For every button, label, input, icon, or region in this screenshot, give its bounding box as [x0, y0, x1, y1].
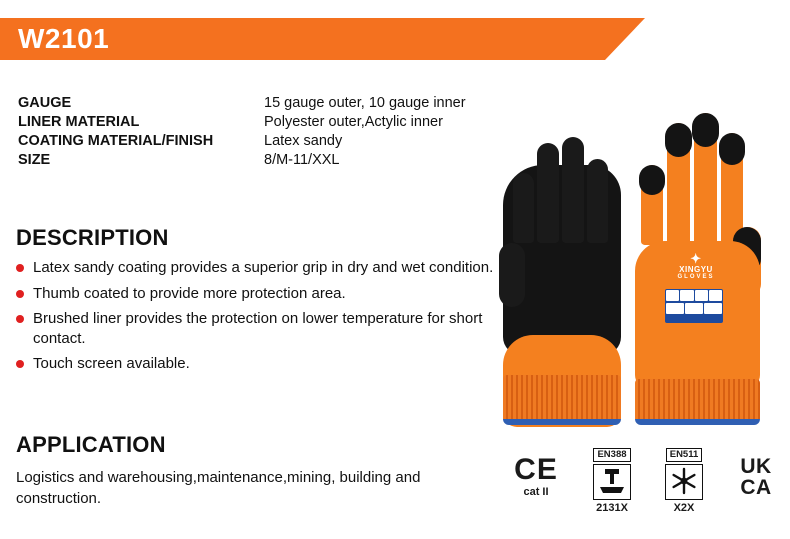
bullet-dot-icon	[16, 360, 24, 368]
label-cell	[666, 303, 684, 314]
glove-finger	[587, 159, 608, 243]
list-item	[16, 354, 511, 374]
anvil-hammer-icon	[595, 465, 629, 497]
en511-code: X2X	[673, 502, 695, 514]
glove-thumb	[499, 243, 525, 307]
label-row	[665, 289, 723, 302]
glove-finger	[513, 173, 534, 243]
header-wedge-shape	[605, 18, 645, 60]
glove-finger	[562, 137, 584, 243]
table-row	[18, 94, 498, 113]
brand-name: XINGYU	[679, 265, 713, 274]
page-header	[0, 18, 645, 60]
glove-fingertip-coating	[692, 113, 719, 147]
glove-fingertip-coating	[639, 165, 665, 195]
en511-block	[653, 444, 715, 514]
spec-label-liner-material: LINER MATERIAL	[18, 114, 140, 130]
label-cell	[704, 303, 722, 314]
star-icon: ✦	[690, 251, 702, 266]
list-item-text: Touch screen available.	[33, 355, 190, 372]
spec-value-liner-material: Polyester outer,Actylic inner	[264, 114, 443, 130]
label-cell	[680, 290, 693, 301]
list-item-text: Thumb coated to provide more protection area.	[33, 284, 346, 302]
label-row	[665, 302, 723, 315]
glove-cuff	[635, 379, 760, 425]
spec-label-size: SIZE	[18, 152, 51, 168]
list-item-text: Latex sandy coating provides a superior grip in dry and wet condition.	[33, 259, 494, 276]
ukca-line-1: UK	[740, 455, 772, 478]
list-item	[16, 309, 511, 348]
bullet-dot-icon	[16, 290, 24, 298]
table-row	[18, 132, 498, 151]
ukca-mark-block	[727, 456, 785, 498]
snowflake-icon	[667, 465, 701, 497]
description-bullet-list	[16, 258, 511, 380]
table-row	[18, 113, 498, 132]
certification-strip	[505, 440, 785, 514]
list-item	[16, 284, 511, 304]
glove-fingertip-coating	[665, 123, 692, 157]
bullet-dot-icon	[16, 264, 24, 272]
glove-finger	[537, 143, 559, 243]
glove-cuff	[503, 375, 621, 425]
ukca-line-2: CA	[740, 476, 772, 499]
en388-code: 2131X	[596, 502, 628, 514]
spec-value-coating-material: Latex sandy	[264, 133, 343, 149]
ce-mark: CE	[514, 453, 558, 486]
glove-front-view	[635, 107, 760, 425]
spec-label-coating-material: COATING MATERIAL/FINISH	[18, 133, 214, 149]
list-item	[16, 258, 511, 278]
list-item-text: Brushed liner provides the protection on lower temperature for short contact.	[33, 310, 483, 347]
brand-subtitle: GLOVES	[677, 274, 715, 280]
label-cell	[709, 290, 722, 301]
ce-mark-block	[505, 454, 567, 499]
spec-table	[18, 94, 498, 170]
product-image	[495, 105, 790, 425]
ce-category: cat II	[523, 486, 549, 498]
label-cell	[666, 290, 679, 301]
label-cell	[695, 290, 708, 301]
application-heading: APPLICATION	[16, 432, 166, 457]
page-title: W2101	[18, 23, 110, 54]
bullet-dot-icon	[16, 315, 24, 323]
spec-value-gauge: 15 gauge outer, 10 gauge inner	[264, 95, 466, 111]
glove-fingertip-coating	[719, 133, 745, 165]
glove-label-patch	[665, 289, 723, 323]
en511-pictogram-icon	[665, 464, 703, 500]
description-heading: DESCRIPTION	[16, 225, 169, 250]
brand-logo	[663, 253, 729, 280]
spec-value-size: 8/M-11/XXL	[264, 152, 340, 168]
application-text: Logistics and warehousing,maintenance,mining, building and construction.	[16, 469, 421, 507]
en511-standard-label: EN511	[666, 448, 703, 462]
en388-pictogram-icon	[593, 464, 631, 500]
label-cell	[685, 303, 703, 314]
spec-label-gauge: GAUGE	[18, 95, 72, 111]
glove-back-view	[503, 125, 621, 425]
table-row	[18, 151, 498, 170]
en388-standard-label: EN388	[593, 448, 630, 462]
en388-block	[581, 444, 643, 514]
